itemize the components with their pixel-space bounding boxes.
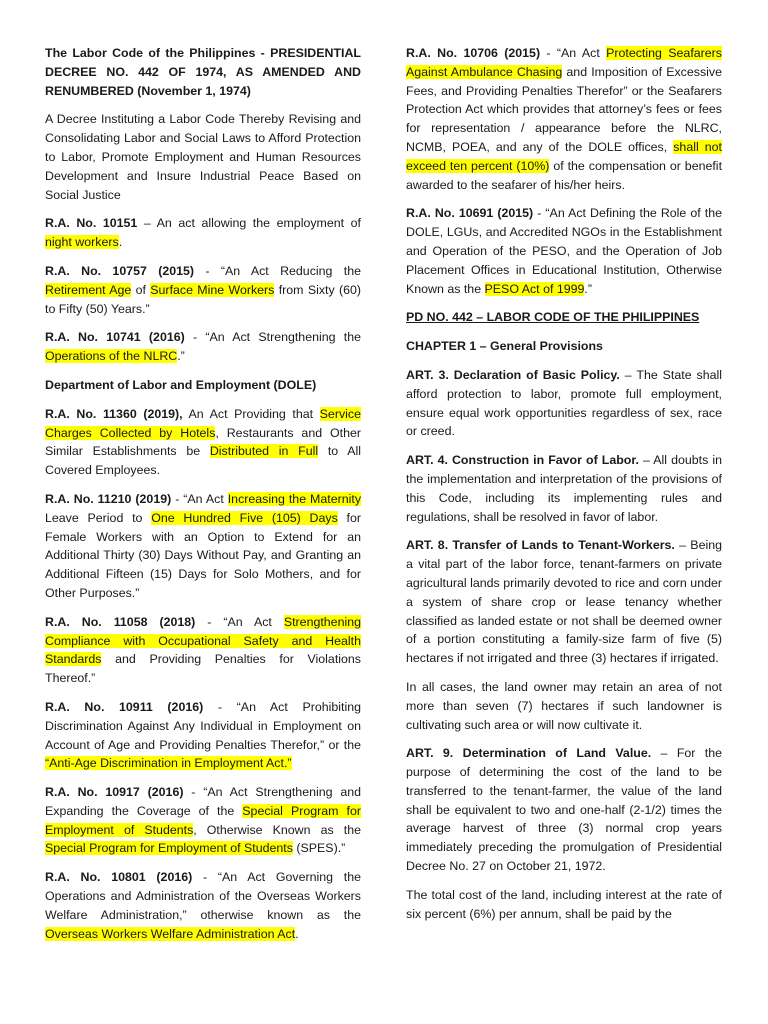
body-text: - “An Act Prohibiting Discrimination Against Any Individual in Employment on Account of Age and Providing Penalties Therefor,” or the [45, 699, 362, 752]
highlighted-text: Service Charges Collected by Hotels [45, 406, 361, 440]
body-text: – Being a vital part of the labor force, tenant-farmers on private agricultural lands primarily devoted to rice and corn under a system of share crop or lease tenancy whether classified as landed estate or not shall be deemed owner of a portion constituting a family-size farm of five (5) hectares if not irrigated and three (3) hectares if irrigated. [406, 538, 722, 666]
bold-text: The Labor Code of the Philippines - PRESIDENTIAL DECREE NO. 442 OF 1974, AS AMENDED AND RENUMBERED (November 1, 1974) [45, 46, 361, 98]
paragraph-ra-11210 [45, 490, 361, 603]
body-text: - “An Act Strengthening and Expanding the Coverage of the [45, 785, 362, 818]
body-text: of the compensation or benefit awarded to the seafarer of his/her heirs. [406, 158, 723, 192]
body-text: . [118, 235, 123, 250]
body-text: – All doubts in the implementation and interpretation of the provisions of this Code, including its implementing rules and regulations, shall be resolved in favor of labor. [406, 453, 722, 524]
highlighted-text: Protecting Seafarers Against Ambulance Chasing [406, 46, 722, 79]
bold-text: CHAPTER 1 – General Provisions [406, 339, 603, 354]
paragraph-pd-442-heading [406, 308, 722, 327]
body-text: – An act allowing the employment of [137, 216, 361, 231]
body-text: - “An Act Reducing the [194, 263, 361, 278]
body-text: .” [584, 281, 592, 296]
body-text: .” [177, 349, 185, 364]
bold-text: R.A. No. 10151 [45, 216, 138, 231]
paragraph-art-8-cont [406, 678, 722, 734]
body-text: (SPES).” [292, 841, 346, 856]
body-text: of [131, 282, 151, 297]
paragraph-ra-10151 [45, 214, 361, 252]
body-text: from Sixty (60) to Fifty (50) Years.” [45, 282, 362, 316]
body-text: - “An Act Defining the Role of the DOLE, LGUs, and Accredited NGOs in the Establishment and Operation of the PESO, and the Operation of Job Placement Offices in Educational Institution, Otherwise Known as the [406, 206, 722, 296]
paragraph-intro [45, 110, 361, 204]
bold-text: R.A. No. 10801 (2016) [45, 870, 193, 885]
body-text: - “An Act Strengthening the [184, 330, 361, 345]
body-text: – The State shall afford protection to labor, promote full employment, ensure equal work opportunities regardless of sex, race or creed. [406, 367, 723, 439]
highlighted-text: Special Program for Employment of Students [45, 803, 361, 837]
body-text: In all cases, the land owner may retain an area of not more than seven (7) hectares if such landowner is cultivating such area or will now cultivate it. [406, 679, 722, 732]
paragraph-art-3 [406, 366, 722, 441]
bold-text: R.A. No. 11360 (2019), [45, 406, 183, 421]
highlighted-text: Operations of the NLRC [45, 349, 178, 364]
paragraph-dole-heading [45, 376, 361, 395]
highlighted-text: shall not exceed ten percent (10%) [406, 139, 722, 173]
bold-text: ART. 4. Construction in Favor of Labor. [406, 453, 639, 468]
body-text: - “An Act [540, 46, 607, 60]
body-text: for Female Workers with an Option to Extend for an Additional Thirty (30) Days Without Pay, and Granting an Additional Fifteen (15) Days for Solo Mothers, and for Other Purposes.” [45, 510, 361, 600]
highlighted-text: Surface Mine Workers [150, 282, 275, 297]
body-text: , Restaurants and Other Similar Establishments be [45, 425, 361, 459]
bold-text: ART. 3. Declaration of Basic Policy. [406, 367, 620, 382]
body-text: - “An Act Governing the Operations and Administration of the Overseas Workers Welfare Administration,” otherwise known as the [45, 870, 361, 922]
highlighted-text: night workers [45, 235, 119, 250]
bold-text: R.A. No. 11210 (2019) [45, 491, 172, 506]
left-column [45, 44, 361, 953]
highlighted-text: Increasing the Maternity [227, 491, 362, 506]
body-text: and Imposition of Excessive Fees, and Providing Penalties Therefor” or the Seafarers Protection Act which provides that attorney’s fees or fees for representation / appearance before the NLRC, NCMB, POEA, and any of the DOLE offices, [406, 64, 722, 154]
bold-text: ART. 9. Determination of Land Value. [406, 746, 652, 761]
highlighted-text: One Hundred Five (105) Days [151, 510, 338, 525]
paragraph-title [45, 44, 361, 100]
highlighted-text: “Anti-Age Discrimination in Employment Act.” [45, 756, 292, 771]
bold-text: Department of Labor and Employment (DOLE) [45, 377, 317, 392]
body-text: Leave Period to [45, 510, 152, 525]
paragraph-ra-10757 [45, 262, 361, 318]
bold-text: R.A. No. 11058 (2018) [45, 614, 196, 629]
highlighted-text: Overseas Workers Welfare Administration Act [45, 926, 296, 941]
body-text: , Otherwise Known as the [193, 822, 361, 837]
paragraph-art-9 [406, 744, 722, 876]
highlighted-text: Special Program for Employment of Students [45, 841, 293, 856]
bold-text: ART. 8. Transfer of Lands to Tenant-Workers. [406, 538, 675, 553]
paragraph-ra-10706 [406, 44, 722, 194]
paragraph-ra-10917 [45, 783, 361, 858]
paragraph-ra-10741 [45, 328, 361, 366]
paragraph-art-8 [406, 536, 722, 668]
body-text: - “An Act [171, 491, 228, 506]
bold-text: R.A. No. 10911 (2016) [45, 699, 204, 714]
paragraph-ra-10691 [406, 204, 722, 298]
paragraph-ra-10911 [45, 698, 361, 773]
highlighted-text: Strengthening Compliance with Occupational Safety and Health Standards [45, 614, 362, 667]
bold-text: R.A. No. 10691 (2015) [406, 206, 534, 221]
body-text: The total cost of the land, including interest at the rate of six percent (6%) per annum, shall be paid by the [406, 887, 722, 921]
body-text: – For the purpose of determining the cost of the land to be transferred to the tenant-farmer, the value of the land shall be equivalent to two and one-half (2-1/2) times the average harvest of three (3) normal crop years immediately preceding the promulgation of Presidential Decree No. 27 on October 21, 1972. [406, 746, 723, 874]
paragraph-ra-10801 [45, 868, 361, 943]
bold-text: R.A. No. 10757 (2015) [45, 263, 195, 278]
body-text: - “An Act [195, 614, 284, 629]
highlighted-text: Distributed in Full [209, 444, 319, 459]
paragraph-art-9-cont [406, 886, 722, 924]
right-column [406, 44, 722, 933]
body-text: A Decree Instituting a Labor Code Thereby Revising and Consolidating Labor and Social Laws to Afford Protection to Labor, Promote Employment and Human Resources Development and Insure Industrial Peace Based on Social Justice [45, 112, 361, 202]
highlighted-text: PESO Act of 1999 [484, 281, 585, 296]
bold-text: R.A. No. 10741 (2016) [45, 330, 185, 345]
paragraph-ra-11360 [45, 405, 361, 480]
paragraph-chapter-1 [406, 337, 722, 356]
body-text: to All Covered Employees. [45, 444, 361, 478]
paragraph-art-4 [406, 451, 722, 526]
bold-text: PD NO. 442 – LABOR CODE OF THE PHILIPPINES [406, 310, 700, 325]
highlighted-text: Retirement Age [45, 282, 132, 297]
body-text: An Act Providing that [182, 406, 320, 421]
paragraph-ra-11058 [45, 613, 361, 688]
body-text: . [295, 926, 299, 941]
bold-text: R.A. No. 10706 (2015) [406, 46, 541, 60]
body-text: and Providing Penalties for Violations Thereof.” [45, 652, 361, 686]
bold-text: R.A. No. 10917 (2016) [45, 785, 184, 800]
